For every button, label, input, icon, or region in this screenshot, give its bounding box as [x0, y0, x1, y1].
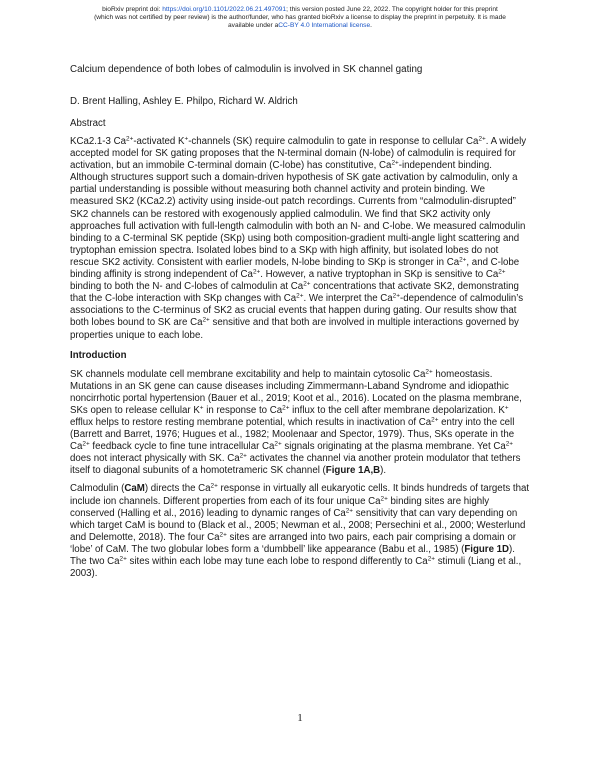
license-link[interactable]: CC-BY 4.0 International license	[278, 22, 371, 30]
intro-paragraph-2: Calmodulin (CaM) directs the $Ca^{2+}$ response in virtually all eukaryotic cells. It binds hundreds of targets that include ion channels. Different properties from each of its four unique $Ca^{2+}$ binding sites are highly conserved (Halling et al., 2016) leading to dynamic ranges of $Ca^{2+}$ sensitivity that can vary depending on which target CaM is bound to (Black et al., 2005; Newman et al., 2008; Persechini et al., 2000; Westerlund and Delemotte, 2018). The four $Ca^{2+}$ sites are arranged into two pairs, each pair comprising a domain or ‘lobe’ of CaM. The two globular lobes form a ‘dumbbell’ like appearance (Babu et al., 1985) (Figure 1D). The two $Ca^{2+}$ sites within each lobe may tune each lobe to respond differently to $Ca^{2+}$ stimuli (Liang et al., 2003).	[70, 482, 530, 580]
page-number: 1	[297, 712, 303, 724]
abstract-paragraph: KCa2.1-3 $Ca^{2+}$-activated K+-channels (SK) require calmodulin to gate in response to cellular $Ca^{2+}$. A widely accepted model for SK gating proposes that the N-terminal domain (N-lobe) of calmodulin is required for activation, but an immobile C-terminal domain (C-lobe) has constitutive, $Ca^{2+}$-independent binding. Although structures support such a domain-driven hypothesis of SK gate activation by calmodulin, only a partial understanding is possible without measuring both channel activity and protein binding. We measured SK2 (KCa2.2) activity using inside-out patch recordings. Currents from “calmodulin-disrupted” SK2 channels can be restored with exogenously applied calmodulin. We find that SK2 activity only approaches full activation with full-length calmodulin with both an N- and C-lobe. We measured calmodulin binding to a C-terminal SK peptide (SKp) using both composition-gradient multi-angle light scattering and tryptophan emission spectra. Isolated lobes bind to a SKp with high affinity, but isolated lobes do not rescue SK2 activity. Consistent with earlier models, N-lobe binding to SKp is stronger in $Ca^{2+}$, and C-lobe binding affinity is strong independent of $Ca^{2+}$. However, a native tryptophan in SKp is sensitive to $Ca^{2+}$ binding to both the N- and C-lobes of calmodulin at $Ca^{2+}$ concentrations that activate SK2, demonstrating that the C-lobe interaction with SKp changes with $Ca^{2+}$. We interpret the $Ca^{2+}$-dependence of calmodulin’s associations to the C-terminus of SK2 as crucial events that happen during gating. Our results show that both lobes bound to SK are $Ca^{2+}$ sensitive and that both are involved in multiple interactions governed by properties unique to each lobe.	[70, 135, 527, 341]
author-list: D. Brent Halling, Ashley E. Philpo, Richard W. Aldrich	[70, 96, 298, 107]
paper-body	[70, 64, 530, 580]
preprint-notice: bioRxiv preprint doi: https://doi.org/10.1101/2022.06.21.497091; this version posted June 22, 2022. The copyright holder for this preprint (which was not certified by peer review) is the author/funder, who has granted bioRxiv a license to display the preprint in perpetuity. It is made available under aCC-BY 4.0 International license.	[94, 6, 506, 30]
doi-link[interactable]: https://doi.org/10.1101/2022.06.21.497091	[162, 6, 287, 13]
intro-paragraph-1: SK channels modulate cell membrane excitability and help to maintain cytosolic $Ca^{2+}$ homeostasis. Mutations in an SK gene can cause diseases including Zimmermann-Laband Syndrome and idiopathic noncirrhotic portal hypertension (Bauer et al., 2019; Koot et al., 2016). Located on the plasma membrane, SKs open to release cellular K+ in response to $Ca^{2+}$ influx to the cell after membrane depolarization. K+ efflux helps to restore resting membrane potential, which results in inactivation of $Ca^{2+}$ entry into the cell (Barrett and Barret, 1976; Hugues et al., 1982; Moolenaar and Spector, 1979). Thus, SKs operate in the $Ca^{2+}$ feedback cycle to fine tune intracellular $Ca^{2+}$ signals originating at the plasma membrane. Yet $Ca^{2+}$ does not interact physically with SK. $Ca^{2+}$ activates the channel via another protein modulator that tethers itself to diagonal subunits of a homotetrameric SK channel (Figure 1A,B).	[70, 368, 522, 477]
abstract-heading: Abstract	[70, 118, 106, 129]
paper-title: Calcium dependence of both lobes of calmodulin is involved in SK channel gating	[70, 64, 423, 75]
introduction-heading: Introduction	[70, 349, 127, 361]
